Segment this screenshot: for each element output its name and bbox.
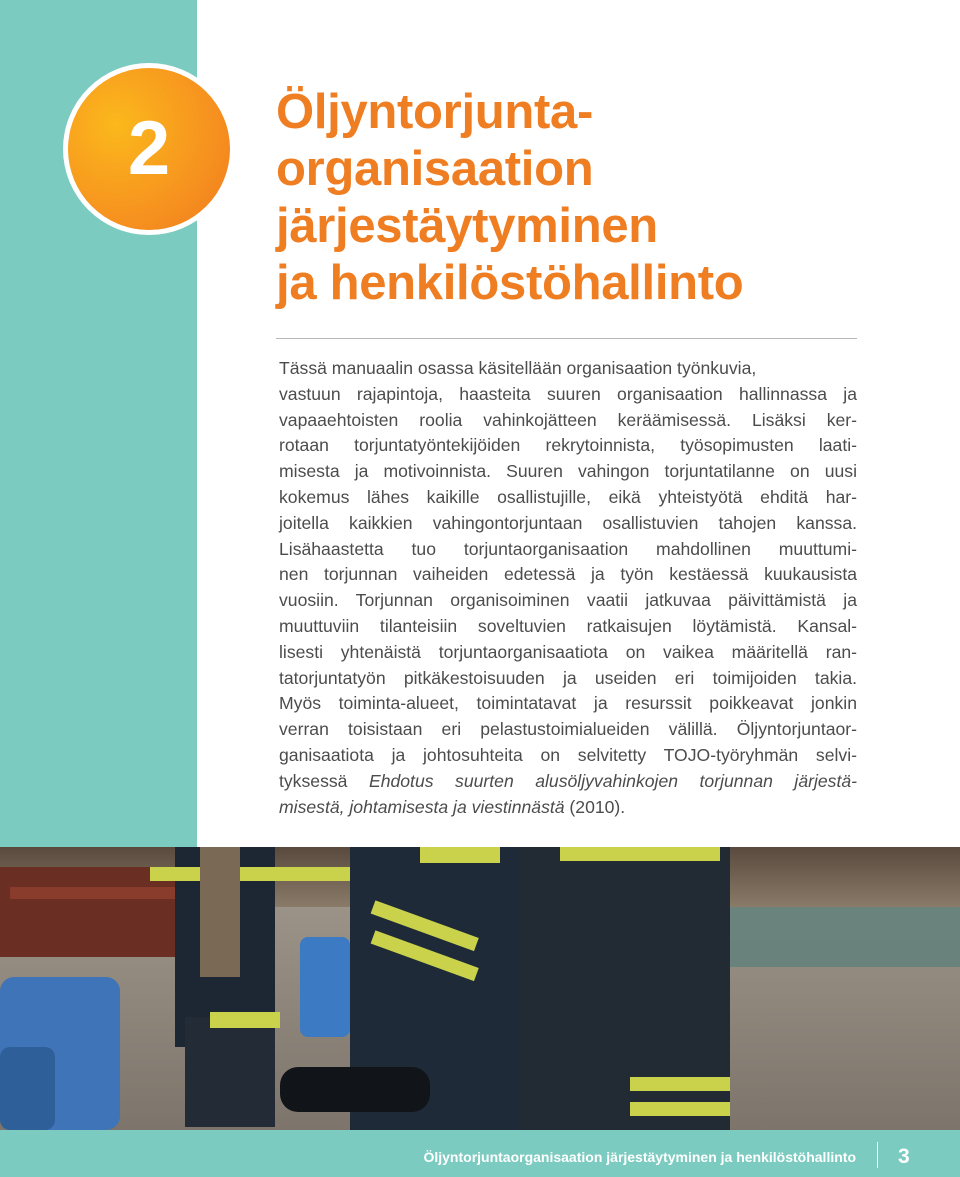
paragraph-line: tatorjuntatyön pitkäkestoisuuden ja useiden eri toimijoiden takia. — [279, 667, 857, 688]
chapter-title-line: ja henkilöstöhallinto — [276, 256, 744, 310]
running-footer-title: Öljyntorjuntaorganisaation järjestäytyminen ja henkilöstöhallinto — [423, 1149, 856, 1165]
title-divider — [276, 338, 857, 339]
chapter-title-line: järjestäytyminen — [276, 199, 658, 253]
paragraph-line: misesta ja motivoinnista. Suuren vahingon torjuntatilanne on uusi — [279, 461, 857, 482]
paragraph-line: vuosiin. Torjunnan organisoiminen vaatii jatkuvaa päivittämistä ja — [279, 590, 857, 611]
page-footer — [0, 1130, 960, 1177]
responders-photo — [0, 847, 960, 1130]
paragraph-line: Myös toiminta-alueet, toimintatavat ja resurssit poikkeavat jonkin — [279, 693, 857, 714]
paragraph-line — [279, 769, 857, 795]
chapter-number-badge — [63, 63, 235, 235]
paragraph-text: tyksessä — [279, 770, 369, 791]
report-title-italic: misestä, johtamisesta ja viestinnästä — [279, 796, 565, 817]
paragraph-line: muuttuviin tilanteisiin soveltuvien ratkaisujen löytämistä. Kansal- — [279, 615, 857, 636]
paragraph-line: rotaan torjuntatyöntekijöiden rekrytoinnista, työsopimusten laati- — [279, 435, 857, 456]
paragraph-line: nen torjunnan vaiheiden edetessä ja työn kestäessä kuukausista — [279, 564, 857, 585]
paragraph-line: verran toisistaan eri pelastustoimialueiden välillä. Öljyntorjuntaor- — [279, 719, 857, 740]
intro-paragraph — [279, 356, 857, 820]
paragraph-line: ganisaatiota ja johtosuhteita on selvitetty TOJO-työryhmän selvi- — [279, 744, 857, 765]
chapter-title — [276, 84, 916, 312]
chapter-number: 2 — [127, 106, 171, 191]
paragraph-line: vastuun rajapintoja, haasteita suuren organisaation hallinnassa ja — [279, 383, 857, 404]
paragraph-line — [279, 795, 857, 821]
paragraph-line: joitella kaikkien vahingontorjuntaan osallistuvien tahojen kanssa. — [279, 512, 857, 533]
paragraph-line: lisesti yhtenäistä torjuntaorganisaatiota on vaikea määritellä ran- — [279, 641, 857, 662]
footer-divider — [877, 1142, 878, 1168]
page-number: 3 — [898, 1145, 910, 1168]
chapter-title-line: Öljyntorjunta- — [276, 85, 594, 139]
chapter-title-line: organisaation — [276, 142, 594, 196]
paragraph-line: Tässä manuaalin osassa käsitellään organisaation työnkuvia, — [279, 358, 757, 378]
paragraph-line: Lisähaastetta tuo torjuntaorganisaation mahdollinen muuttumi- — [279, 538, 857, 559]
report-title-italic: Ehdotus suurten alusöljyvahinkojen torjunnan järjestä- — [368, 770, 857, 791]
paragraph-line: kokemus lähes kaikille osallistujille, eikä yhteistyötä ehditä har- — [279, 486, 857, 507]
paragraph-line: vapaaehtoisten roolia vahinkojätteen keräämisessä. Lisäksi ker- — [279, 409, 857, 430]
paragraph-text: (2010). — [564, 796, 626, 817]
